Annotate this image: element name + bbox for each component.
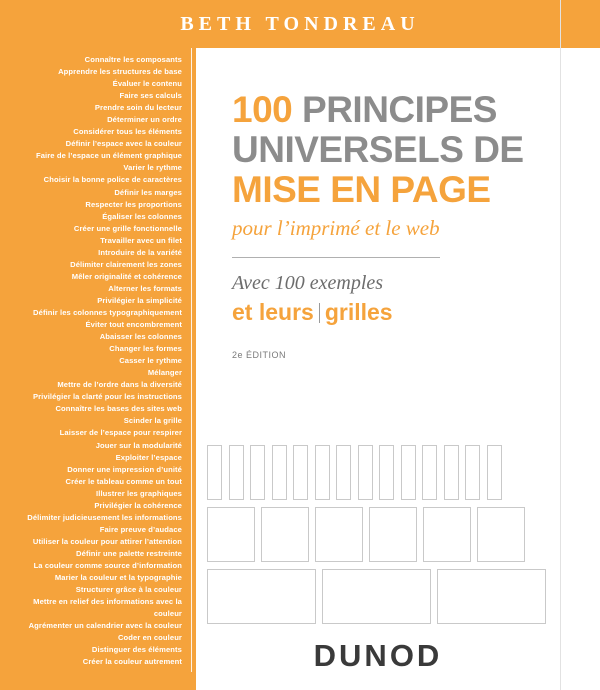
principle-item: Mettre en relief des informations avec la couleur: [33, 597, 182, 619]
principle-item: Scinder la grille: [123, 416, 182, 426]
principle-item: Marier la couleur et la typographie: [54, 573, 182, 583]
principle-item: Privilégier la clarté pour les instructions: [32, 392, 182, 402]
principle-item: Égaliser les colonnes: [102, 211, 182, 221]
grid-row-3: [207, 569, 552, 624]
bottom-orange-block: [0, 672, 196, 690]
principle-item: Changer les formes: [109, 344, 182, 354]
principle-item: Introduire de la variété: [98, 247, 182, 257]
grid-row-2: [207, 507, 531, 562]
principle-item: Respecter les proportions: [85, 199, 182, 209]
grid-box: [358, 445, 373, 500]
title-number: 100: [232, 89, 293, 130]
principle-item: Distinguer des éléments: [91, 645, 182, 655]
principle-item: Travailler avec un filet: [100, 235, 182, 245]
grid-box: [369, 507, 417, 562]
grid-box: [465, 445, 480, 500]
principle-item: Considérer tous les éléments: [73, 127, 182, 137]
principle-item: Prendre soin du lecteur: [94, 103, 182, 113]
principle-item: Illustrer les graphiques: [96, 488, 182, 498]
principle-item: Définir les colonnes typographiquement: [33, 307, 182, 317]
principle-item: Créer le tableau comme un tout: [65, 476, 182, 486]
principle-item: Évaluer le contenu: [112, 79, 182, 89]
grid-box: [229, 445, 244, 500]
principle-item: Faire ses calculs: [119, 91, 182, 101]
grilles-line: [232, 299, 562, 326]
grid-box: [401, 445, 416, 500]
title-line-1-rest: PRINCIPES: [292, 89, 497, 130]
principle-item: Agrémenter un calendrier avec la couleur: [28, 621, 182, 631]
principle-item: Donner une impression d’unité: [67, 464, 182, 474]
grid-box: [422, 445, 437, 500]
grid-box: [423, 507, 471, 562]
principles-list: [6, 54, 182, 668]
principle-item: Délimiter clairement les zones: [70, 259, 182, 269]
title-line-1: [232, 90, 562, 130]
principle-item: Définir une palette restreinte: [76, 548, 182, 558]
grid-box: [250, 445, 265, 500]
principle-item: Faire preuve d’audace: [99, 524, 182, 534]
grid-box: [207, 507, 255, 562]
principle-item: Abaisser les colonnes: [99, 332, 182, 342]
grid-box: [207, 445, 222, 500]
grid-box: [379, 445, 394, 500]
grid-box: [477, 507, 525, 562]
principle-item: Faire de l’espace un élément graphique: [35, 151, 182, 161]
grid-box: [487, 445, 502, 500]
principle-item: Casser le rythme: [119, 356, 182, 366]
grid-illustration: [207, 445, 557, 630]
edition-label: 2e ÉDITION: [232, 350, 287, 360]
principle-item: Apprendre les structures de base: [58, 67, 182, 77]
principle-item: La couleur comme source d’information: [33, 560, 182, 570]
grilles-right-text: grilles: [324, 299, 393, 325]
principle-item: Connaître les composants: [84, 55, 182, 64]
principle-item: Définir les marges: [114, 187, 182, 197]
divider-rule: [232, 257, 440, 258]
principle-item: Choisir la bonne police de caractères: [43, 175, 182, 185]
principle-item: Utiliser la couleur pour attirer l’attention: [32, 536, 182, 546]
subtitle: pour l’imprimé et le web: [232, 216, 440, 240]
principle-item: Structurer grâce à la couleur: [75, 585, 182, 595]
title-line-3: MISE EN PAGE: [232, 169, 491, 210]
principle-item: Définir l’espace avec la couleur: [65, 139, 182, 149]
grid-box: [261, 507, 309, 562]
grid-box: [444, 445, 459, 500]
principle-item: Alterner les formats: [108, 283, 182, 293]
principle-item: Mélanger: [147, 368, 182, 378]
grid-row-1: [207, 445, 508, 500]
principle-item: Créer une grille fonctionnelle: [73, 223, 182, 233]
grid-box: [315, 507, 363, 562]
grid-box: [322, 569, 431, 624]
principle-item: Éviter tout encombrement: [85, 320, 182, 330]
principle-item: Mêler originalité et cohérence: [71, 271, 182, 281]
principle-item: Mettre de l’ordre dans la diversité: [57, 380, 182, 390]
grid-box: [437, 569, 546, 624]
principle-item: Connaître les bases des sites web: [55, 404, 182, 414]
grid-box: [207, 569, 316, 624]
principle-item: Créer la couleur autrement: [82, 657, 182, 667]
examples-line: Avec 100 exemples: [232, 272, 384, 294]
principle-item: Privilégier la cohérence: [94, 500, 182, 510]
grilles-separator: [319, 303, 320, 323]
title-block: [232, 90, 562, 360]
left-column-white-rule: [191, 48, 192, 690]
principle-item: Coder en couleur: [117, 633, 182, 643]
grilles-left-text: et leurs: [232, 299, 314, 325]
principle-item: Privilégier la simplicité: [97, 295, 182, 305]
author-name: BETH TONDREAU: [180, 13, 420, 35]
title-line-2: UNIVERSELS DE: [232, 129, 524, 170]
publisher-logo: DUNOD: [313, 638, 443, 673]
principle-item: Varier le rythme: [123, 163, 182, 173]
grid-box: [336, 445, 351, 500]
grid-box: [293, 445, 308, 500]
principle-item: Laisser de l’espace pour respirer: [59, 428, 182, 438]
grid-box: [272, 445, 287, 500]
principle-item: Déterminer un ordre: [107, 115, 182, 125]
grid-box: [315, 445, 330, 500]
principle-item: Délimiter judicieusement les informations: [27, 512, 182, 522]
principle-item: Exploiter l’espace: [115, 452, 182, 462]
principle-item: Jouer sur la modularité: [95, 440, 182, 450]
